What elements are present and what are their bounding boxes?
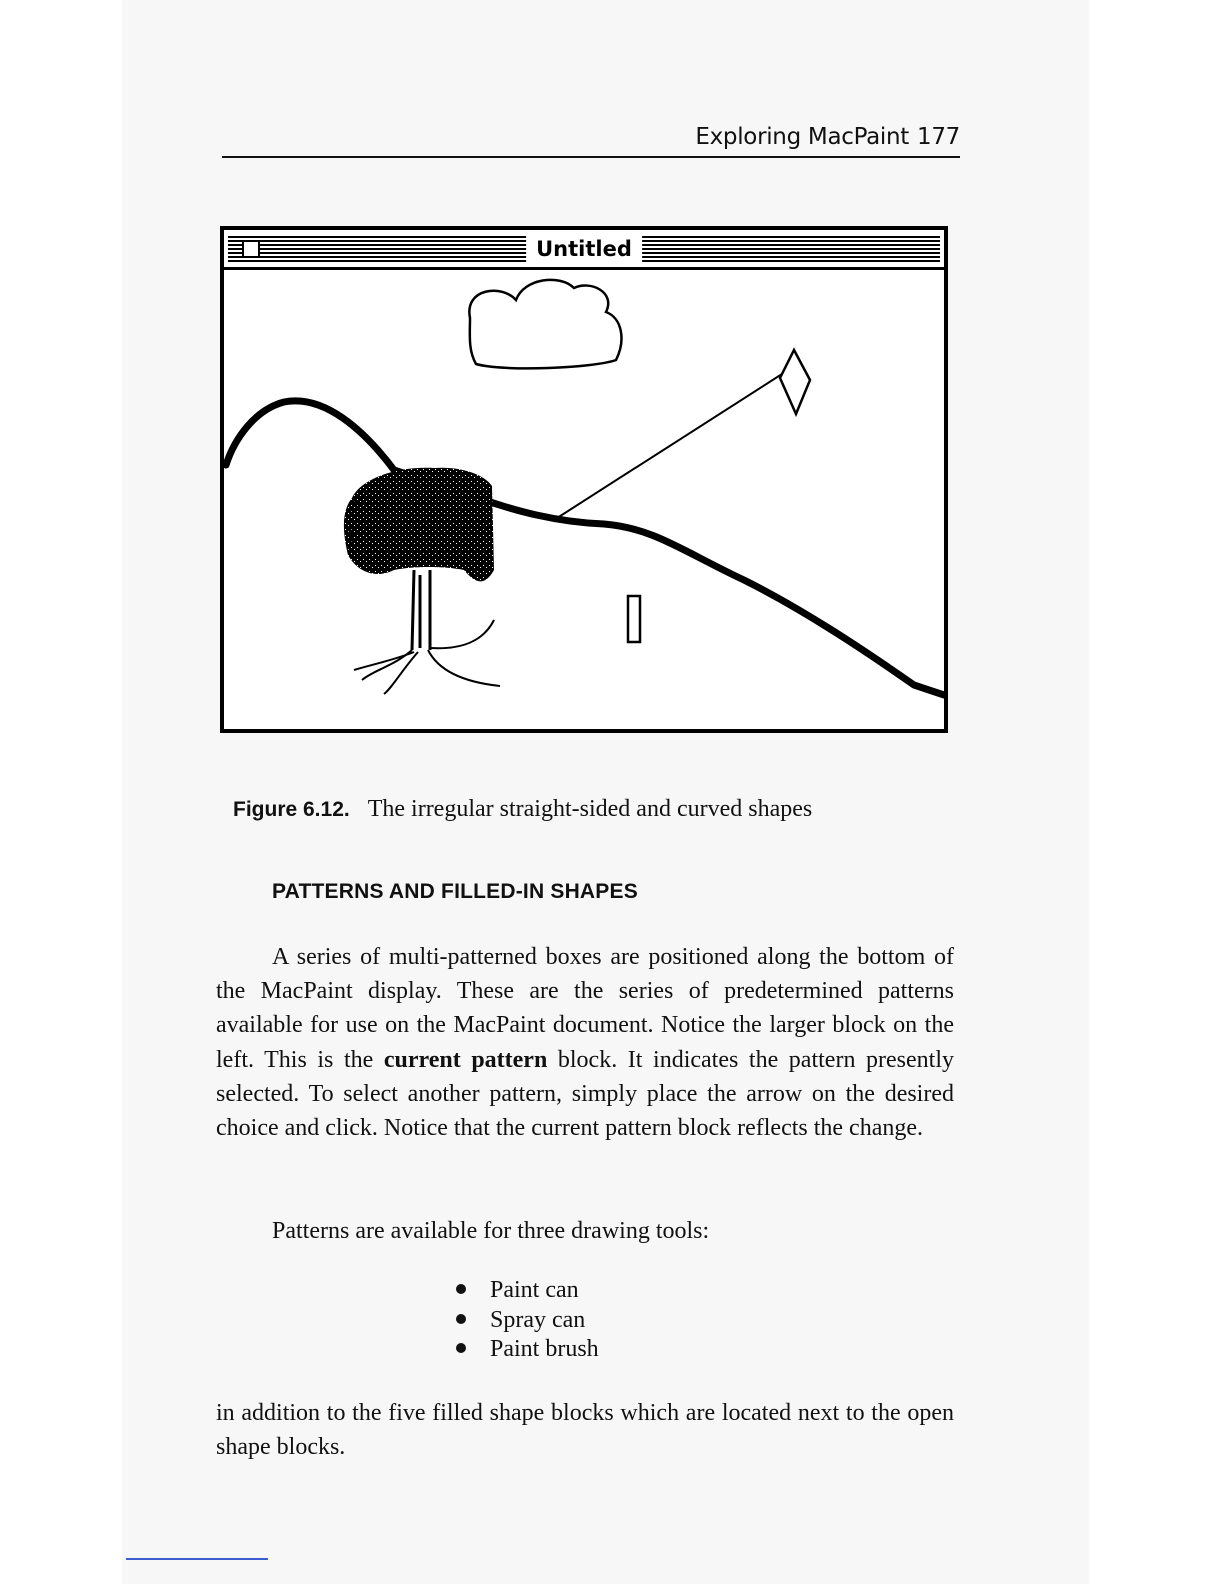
drawing-canvas[interactable] <box>224 270 944 730</box>
paragraph2-text: Patterns are available for three drawing tools: <box>272 1218 710 1244</box>
list-item <box>456 1276 599 1306</box>
paragraph-filled-shapes <box>216 1396 954 1464</box>
macpaint-window <box>220 226 948 733</box>
list-item <box>456 1306 599 1336</box>
window-title: Untitled <box>526 235 642 263</box>
hill-line <box>226 401 944 695</box>
tool-label: Paint brush <box>490 1336 599 1362</box>
list-item <box>456 1335 599 1365</box>
kite-shape <box>780 350 810 414</box>
paragraph1-bold-term: current pattern <box>383 1046 548 1073</box>
figure-caption-text: The irregular straight-sided and curved shapes <box>367 796 813 822</box>
tree-foliage <box>344 468 494 582</box>
bullet-icon <box>456 1343 466 1353</box>
paragraph3-text: in addition to the five filled shape blocks which are located next to the open shape blocks. <box>216 1400 954 1461</box>
tool-label: Paint can <box>490 1277 579 1303</box>
running-head <box>695 124 960 150</box>
figure-label: Figure 6.12. <box>233 798 350 821</box>
paragraph1-text-a: A series of multi-patterned boxes are positioned along the bottom of the MacPaint display. These are the series of predetermined patterns available for use on the MacPaint document. Notice the larger block on the left. This is the <box>216 944 954 1073</box>
paragraph-patterns <box>216 940 954 1145</box>
tree-roots <box>354 620 500 694</box>
section-heading: PATTERNS AND FILLED-IN SHAPES <box>272 880 638 903</box>
rectangle-shape <box>628 596 640 642</box>
figure-caption <box>233 796 812 823</box>
running-head-title: Exploring MacPaint <box>695 124 909 150</box>
tool-label: Spray can <box>490 1306 586 1333</box>
kite-string <box>554 374 782 520</box>
paragraph1-text-b: block. It indicates the pattern presently selected. To select another pattern, simply place the arrow on the desired choice and click. Notice that the current pattern block reflects the change. <box>216 1046 954 1142</box>
bullet-icon <box>456 1284 466 1294</box>
header-rule <box>222 156 960 158</box>
tree-trunk <box>412 570 430 650</box>
close-box-icon[interactable] <box>242 240 260 258</box>
window-titlebar[interactable] <box>224 230 944 270</box>
page-number: 177 <box>917 124 960 150</box>
paragraph-tools-intro <box>216 1214 954 1248</box>
bullet-icon <box>456 1314 466 1324</box>
cloud-shape <box>469 280 621 369</box>
tools-list <box>456 1276 599 1365</box>
footer-rule <box>126 1558 268 1560</box>
